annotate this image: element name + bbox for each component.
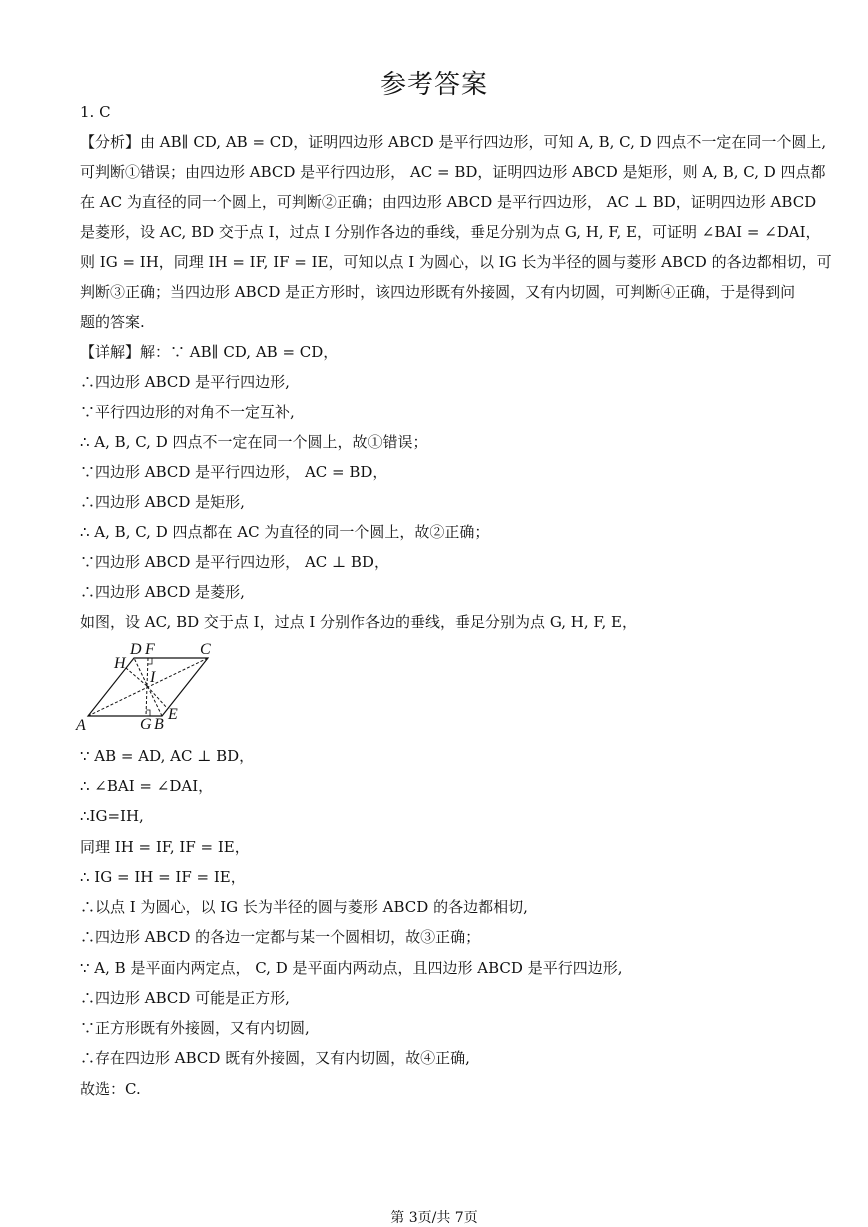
perpendicular-ih: [126, 668, 147, 686]
solution-line: ∴以点 I 为圆心，以 IG 长为半径的圆与菱形 ABCD 的各边都相切,: [80, 898, 528, 916]
solution-line: ∴四边形 ABCD 是菱形,: [80, 583, 245, 601]
perpendicular-if: [147, 658, 148, 686]
solution-line: ∴ A, B, C, D 四点不一定在同一个圆上，故①错误；: [80, 433, 428, 451]
analysis-line: 在 AC 为直径的同一个圆上，可判断②正确；由四边形 ABCD 是平行四边形， AC ⊥ BD，证明四边形 ABCD: [80, 193, 817, 211]
solution-line: 【详解】解：∵ AB∥ CD, AB = CD，: [80, 343, 339, 361]
label-h: H: [114, 655, 126, 672]
label-e: E: [168, 706, 178, 723]
solution-line: ∵四边形 ABCD 是平行四边形， AC = BD，: [80, 463, 388, 481]
page-number-footer: 第 3页/共 7页: [390, 1210, 478, 1226]
solution-line: ∵平行四边形的对角不一定互补,: [80, 403, 295, 421]
perpendicular-ig: [146, 686, 147, 716]
solution-line: ∴四边形 ABCD 是矩形,: [80, 493, 245, 511]
label-a: A: [76, 717, 86, 734]
solution-line: ∵正方形既有外接圆，又有内切圆,: [80, 1019, 310, 1037]
solution-line: 如图，设 AC, BD 交于点 I，过点 I 分别作各边的垂线，垂足分别为点 G, H, F, E，: [80, 613, 637, 631]
analysis-line: 可判断①错误；由四边形 ABCD 是平行四边形， AC = BD，证明四边形 ABCD 是矩形，则 A, B, C, D 四点都: [80, 163, 826, 181]
solution-line: ∴四边形 ABCD 可能是正方形,: [80, 989, 290, 1007]
analysis-line: 【分析】由 AB∥ CD, AB = CD，证明四边形 ABCD 是平行四边形，可知 A, B, C, D 四点不一定在同一个圆上,: [80, 133, 827, 151]
solution-line: ∴存在四边形 ABCD 既有外接圆，又有内切圆，故④正确,: [80, 1049, 470, 1067]
analysis-line: 是菱形，设 AC, BD 交于点 I，过点 I 分别作各边的垂线，垂足分别为点 G, H, F, E，可证明 ∠BAI = ∠DAI，: [80, 223, 821, 241]
solution-line: ∴IG=IH,: [80, 807, 144, 825]
final-answer-line: 故选：C.: [80, 1080, 141, 1098]
analysis-line: 判断③正确；当四边形 ABCD 是正方形时，该四边形既有外接圆，又有内切圆，可判断④正确，于是得到问: [80, 283, 796, 301]
label-i: I: [150, 669, 156, 686]
right-angle-mark: [148, 658, 152, 664]
solution-line: ∵ AB = AD, AC ⊥ BD，: [80, 747, 255, 765]
solution-line: ∴四边形 ABCD 是平行四边形,: [80, 373, 290, 391]
solution-line: ∴四边形 ABCD 的各边一定都与某一个圆相切，故③正确；: [80, 928, 481, 946]
page-title: 参考答案: [379, 70, 488, 100]
solution-line: ∵ A, B 是平面内两定点， C, D 是平面内两动点，且四边形 ABCD 是平行四边形,: [80, 959, 623, 977]
label-b: B: [154, 716, 164, 733]
solution-line: ∵四边形 ABCD 是平行四边形， AC ⊥ BD，: [80, 553, 389, 571]
analysis-line: 则 IG = IH，同理 IH = IF, IF = IE，可知以点 I 为圆心，以 IG 长为半径的圆与菱形 ABCD 的各边都相切，可: [80, 253, 832, 271]
solution-line: ∴ ∠BAI = ∠DAI，: [80, 777, 214, 795]
analysis-line: 题的答案.: [80, 313, 145, 331]
solution-line: ∴ IG = IH = IF = IE，: [80, 868, 246, 886]
answer-line: 1. C: [80, 103, 111, 121]
label-d: D: [130, 641, 142, 658]
label-c: C: [200, 641, 211, 658]
solution-line: 同理 IH = IF, IF = IE，: [80, 838, 250, 856]
label-g: G: [140, 716, 152, 733]
label-f: F: [145, 641, 155, 658]
rhombus-figure: [74, 638, 224, 734]
solution-line: ∴ A, B, C, D 四点都在 AC 为直径的同一个圆上，故②正确；: [80, 523, 490, 541]
